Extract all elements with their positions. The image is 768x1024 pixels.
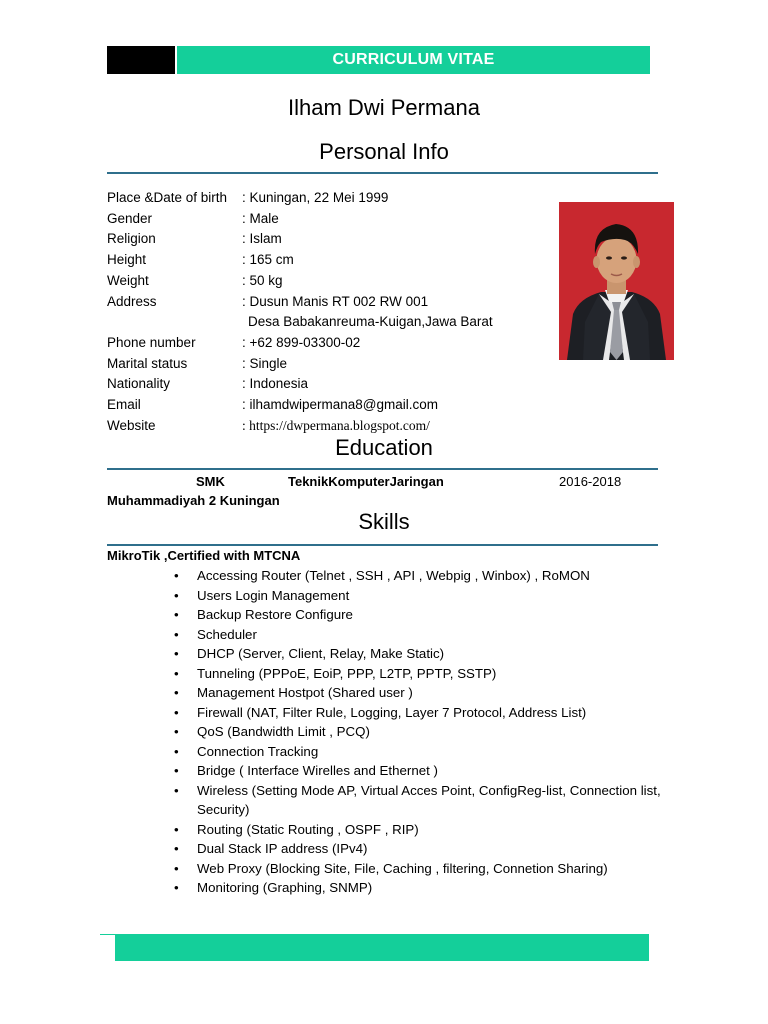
- education-school-line2: Muhammadiyah 2 Kuningan: [107, 493, 280, 508]
- section-title-skills: Skills: [358, 509, 410, 534]
- skill-item: • Accessing Router (Telnet , SSH , API , Webpig , Winbox) , RoMON: [107, 566, 667, 586]
- info-label: Place &Date of birth: [107, 190, 228, 205]
- info-label: Gender: [107, 210, 153, 226]
- skills-category: MikroTik ,Certified with MTCNA: [107, 548, 301, 563]
- info-value: Desa Babakanreuma-Kuigan,Jawa Barat: [248, 314, 493, 330]
- info-value: : ilhamdwipermana8@gmail.com: [242, 397, 439, 412]
- info-value: : +62 899-03300-02: [242, 334, 361, 350]
- skill-item: • Firewall (NAT, Filter Rule, Logging, Layer 7 Protocol, Address List): [107, 703, 667, 723]
- document-title: CURRICULUM VITAE: [332, 51, 495, 68]
- info-label: Phone number: [107, 334, 196, 350]
- info-label: Marital status: [107, 355, 188, 371]
- info-value: : Male: [242, 210, 279, 226]
- info-value: : Kuningan, 22 Mei 1999: [242, 190, 389, 205]
- footer-teal-bar: [115, 934, 649, 961]
- section-title-education: Education: [335, 435, 433, 460]
- info-label: Email: [107, 397, 141, 412]
- skill-item: • Tunneling (PPPoE, EoiP, PPP, L2TP, PPTP, SSTP): [107, 664, 667, 684]
- info-value: : Single: [242, 355, 288, 371]
- info-label: Address: [107, 293, 157, 309]
- profile-photo: [559, 202, 674, 360]
- section-divider: [107, 544, 658, 546]
- info-label: Nationality: [107, 376, 171, 392]
- info-value: : Dusun Manis RT 002 RW 001: [242, 293, 429, 309]
- info-label: Website: [107, 417, 156, 433]
- skill-item: • Management Hostpot (Shared user ): [107, 683, 667, 703]
- section-divider: [107, 172, 658, 174]
- education-years: 2016-2018: [559, 474, 622, 489]
- skill-item: • DHCP (Server, Client, Relay, Make Static): [107, 644, 667, 664]
- info-value: : 165 cm: [242, 252, 294, 268]
- skill-item: • Scheduler: [107, 625, 667, 645]
- education-major: TeknikKomputerJaringan: [288, 474, 444, 489]
- info-value: : 50 kg: [242, 272, 283, 288]
- skill-item: • Web Proxy (Blocking Site, File, Caching , filtering, Connetion Sharing): [107, 859, 667, 879]
- header-black-block: [107, 46, 175, 74]
- info-value: : Indonesia: [242, 376, 309, 392]
- info-value: : Islam: [242, 231, 282, 247]
- education-school: SMK: [196, 474, 225, 489]
- skill-item: • Connection Tracking: [107, 742, 667, 762]
- footer-accent-line: [100, 934, 115, 935]
- info-value: : https://dwpermana.blogspot.com/: [242, 417, 430, 433]
- skill-item: • Monitoring (Graphing, SNMP): [107, 878, 667, 898]
- person-name: Ilham Dwi Permana: [288, 95, 480, 120]
- info-label: Religion: [107, 231, 156, 247]
- info-label: Weight: [107, 272, 149, 288]
- section-title-personal-info: Personal Info: [319, 139, 449, 164]
- skill-item: • Dual Stack IP address (IPv4): [107, 839, 667, 859]
- skill-item: • Bridge ( Interface Wirelles and Ethernet ): [107, 761, 667, 781]
- skill-item: • Backup Restore Configure: [107, 605, 667, 625]
- skill-item: • Wireless (Setting Mode AP, Virtual Acces Point, ConfigReg-list, Connection list, Security): [107, 781, 667, 820]
- skill-item: • QoS (Bandwidth Limit , PCQ): [107, 722, 667, 742]
- skill-item: • Users Login Management: [107, 586, 667, 606]
- info-label: Height: [107, 252, 147, 268]
- skill-item: • Routing (Static Routing , OSPF , RIP): [107, 820, 667, 840]
- skills-list: [107, 566, 667, 898]
- section-divider: [107, 468, 658, 470]
- portrait-illustration: [559, 202, 674, 360]
